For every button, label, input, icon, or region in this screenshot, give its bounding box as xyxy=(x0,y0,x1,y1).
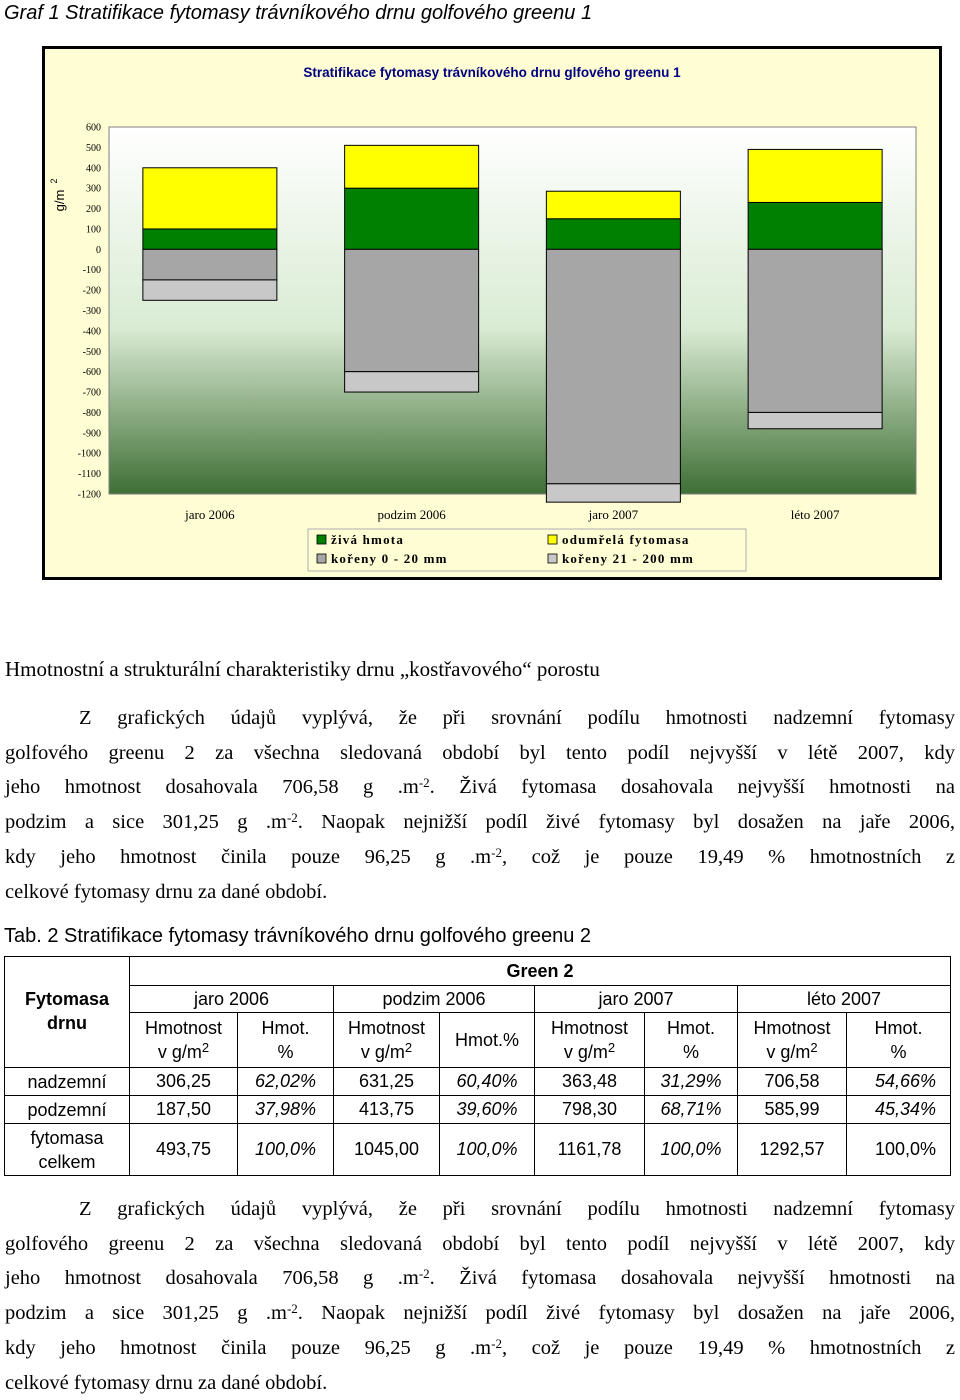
legend-label: živá hmota xyxy=(331,532,405,547)
y-tick-label: 0 xyxy=(96,244,101,256)
percent-subheader xyxy=(645,1013,738,1068)
chart-title: Stratifikace fytomasy trávníkového drnu glfového greenu 1 xyxy=(303,65,681,80)
mass-cell: 631,25 xyxy=(334,1068,440,1096)
superscript: -2 xyxy=(286,1301,298,1317)
legend-label: kořeny 0 - 20 mm xyxy=(331,551,448,566)
paragraph-line xyxy=(5,1227,955,1262)
bar-segment xyxy=(345,372,479,392)
paragraph-text: jeho hmotnost dosahovala 706,58 g .m xyxy=(5,1267,419,1290)
mass-unit: v g/m xyxy=(563,1042,608,1062)
mass-cell: 1161,78 xyxy=(535,1124,645,1176)
bar-segment xyxy=(345,188,479,249)
percent-cell: 60,40% xyxy=(440,1068,535,1096)
paragraph-line xyxy=(5,1296,955,1331)
paragraph-text: golfového greenu 2 za všechna sledovaná období byl tento podíl nejvyšší v létě 2007, kdy xyxy=(5,1232,955,1255)
period-header: podzim 2006 xyxy=(334,986,535,1013)
mass-cell: 306,25 xyxy=(130,1068,238,1096)
paragraph-text: kdy jeho hmotnost činila pouze 96,25 g .m xyxy=(5,1336,492,1359)
table-row xyxy=(5,1096,951,1124)
y-tick-label: 400 xyxy=(86,163,101,175)
percent-cell: 54,66% xyxy=(847,1068,951,1096)
paragraph-line xyxy=(5,1261,955,1296)
legend-swatch xyxy=(317,535,326,544)
y-tick-label: -300 xyxy=(82,306,101,317)
mass-subheader xyxy=(738,1013,847,1068)
paragraph-text: . Naopak nejnižší podíl živé fytomasy byl dosažen na jaře 2006, xyxy=(297,811,956,834)
unit-superscript: 2 xyxy=(810,1040,818,1055)
percent-subheader: Hmot.% xyxy=(440,1013,535,1068)
percent-cell: 100,0% xyxy=(847,1124,951,1176)
y-tick-label: -200 xyxy=(82,285,101,297)
x-category-label: léto 2007 xyxy=(790,507,840,522)
percent-cell: 100,0% xyxy=(238,1124,334,1176)
paragraph-text: jeho hmotnost dosahovala 706,58 g .m xyxy=(5,776,419,799)
mass-unit: v g/m xyxy=(157,1042,202,1062)
figure-caption: Graf 1 Stratifikace fytomasy trávníkového drnu golfového greenu 1 xyxy=(4,2,593,24)
period-header-row xyxy=(5,986,951,1013)
x-category-label: podzim 2006 xyxy=(377,507,446,522)
mass-cell: 187,50 xyxy=(130,1096,238,1124)
percent-cell: 39,60% xyxy=(440,1096,535,1124)
percent-subheader xyxy=(847,1013,951,1068)
y-tick-label: -900 xyxy=(82,428,101,440)
table-caption: Tab. 2 Stratifikace fytomasy trávníkového drnu golfového greenu 2 xyxy=(4,925,592,947)
paragraph-line xyxy=(5,805,955,840)
y-tick-label: 100 xyxy=(86,224,101,236)
y-tick-label: -1100 xyxy=(78,469,101,481)
y-tick-label: -1200 xyxy=(77,489,101,501)
y-axis-label: g/m xyxy=(52,189,67,212)
bar-segment xyxy=(345,145,479,188)
paragraph-text: celkové fytomasy drnu za dané období. xyxy=(5,880,328,903)
paragraph-line xyxy=(5,840,955,875)
y-tick-label: -400 xyxy=(82,326,101,338)
mass-unit: v g/m xyxy=(360,1042,405,1062)
percent-cell: 100,0% xyxy=(645,1124,738,1176)
mass-subheader xyxy=(130,1013,238,1068)
mass-unit: v g/m xyxy=(766,1042,811,1062)
mass-label: Hmotnost xyxy=(550,1018,629,1038)
row-label: fytomasa celkem xyxy=(5,1124,130,1176)
paragraph-text: . Naopak nejnižší podíl živé fytomasy byl dosažen na jaře 2006, xyxy=(297,1302,956,1325)
bar-segment xyxy=(143,168,277,229)
superscript: -2 xyxy=(491,844,502,860)
mass-label: Hmotnost xyxy=(753,1018,831,1038)
mass-subheader xyxy=(535,1013,645,1068)
percent-label: Hmot. xyxy=(666,1018,715,1038)
paragraph-text: podzim a sice 301,25 g .m xyxy=(5,1302,287,1325)
table-group-header: Green 2 xyxy=(130,957,951,986)
superscript: -2 xyxy=(418,775,430,791)
mass-label: Hmotnost xyxy=(144,1018,223,1038)
period-header: jaro 2007 xyxy=(535,986,738,1013)
mass-subheader xyxy=(334,1013,440,1068)
mass-cell: 585,99 xyxy=(738,1096,847,1124)
paragraph-text: Z grafických údajů vyplývá, že při srovnání podílu hmotnosti nadzemní fytomasy xyxy=(79,1198,955,1220)
percent-cell: 37,98% xyxy=(238,1096,334,1124)
y-tick-label: -700 xyxy=(82,387,101,399)
bar-segment xyxy=(546,191,680,219)
paragraph-text: golfového greenu 2 za všechna sledovaná období byl tento podíl nejvyšší v létě 2007, kdy xyxy=(5,741,955,764)
paragraph-text: . Živá fytomasa dosahovala nejvyšší hmotnosti na xyxy=(429,776,956,799)
y-tick-label: -1000 xyxy=(77,448,101,460)
period-header: léto 2007 xyxy=(738,986,951,1013)
x-category-label: jaro 2007 xyxy=(588,507,639,522)
y-tick-label: 200 xyxy=(86,204,101,216)
stratification-table xyxy=(4,956,951,1176)
body-paragraph-1 xyxy=(5,701,955,909)
legend-swatch xyxy=(548,535,557,544)
y-tick-label: -800 xyxy=(82,407,101,419)
percent-cell: 68,71% xyxy=(645,1096,738,1124)
unit-superscript: 2 xyxy=(201,1040,210,1055)
unit-superscript: 2 xyxy=(404,1040,413,1055)
table-row xyxy=(5,1068,951,1096)
legend-label: odumřelá fytomasa xyxy=(562,532,690,547)
paragraph-line xyxy=(5,1366,955,1400)
percent-cell: 31,29% xyxy=(645,1068,738,1096)
unit-superscript: 2 xyxy=(607,1040,616,1055)
superscript: -2 xyxy=(491,1335,502,1351)
paragraph-line xyxy=(5,701,955,736)
chart-plot xyxy=(45,49,939,577)
legend-label: kořeny 21 - 200 mm xyxy=(562,551,695,566)
body-paragraph-2 xyxy=(5,1192,955,1400)
percent-subheader xyxy=(238,1013,334,1068)
paragraph-text: celkové fytomasy drnu za dané období. xyxy=(5,1371,328,1394)
bar-segment xyxy=(143,229,277,249)
legend-swatch xyxy=(548,554,557,563)
mass-cell: 493,75 xyxy=(130,1124,238,1176)
paragraph-line xyxy=(5,1331,955,1366)
mass-cell: 1045,00 xyxy=(334,1124,440,1176)
bar-segment xyxy=(748,249,882,412)
paragraph-text: , což je pouze 19,49 % hmotnostních z xyxy=(501,1336,955,1359)
percent-unit: % xyxy=(277,1042,294,1062)
superscript: -2 xyxy=(418,1266,430,1282)
y-tick-label: 600 xyxy=(86,122,101,134)
bar-segment xyxy=(143,249,277,280)
bar-segment xyxy=(748,202,882,249)
paragraph-text: podzim a sice 301,25 g .m xyxy=(5,811,287,834)
percent-unit: % xyxy=(890,1042,907,1062)
bar-segment xyxy=(748,412,882,428)
paragraph-text: . Živá fytomasa dosahovala nejvyšší hmotnosti na xyxy=(429,1267,956,1290)
percent-label: Hmot. xyxy=(874,1018,923,1038)
paragraph-text: kdy jeho hmotnost činila pouze 96,25 g .m xyxy=(5,845,492,868)
mass-cell: 413,75 xyxy=(334,1096,440,1124)
bar-segment xyxy=(546,249,680,483)
x-category-label: jaro 2006 xyxy=(185,507,235,522)
table-row xyxy=(5,1124,951,1176)
percent-cell: 45,34% xyxy=(847,1096,951,1124)
paragraph-line xyxy=(5,875,955,910)
paragraph-text: Z grafických údajů vyplývá, že při srovnání podílu hmotnosti nadzemní fytomasy xyxy=(79,707,955,729)
y-axis-label-superscript: 2 xyxy=(49,178,59,184)
legend-swatch xyxy=(317,554,326,563)
percent-label: Hmot. xyxy=(261,1018,310,1038)
y-tick-label: -100 xyxy=(82,265,101,277)
bar-segment xyxy=(748,149,882,202)
chart-container xyxy=(42,46,942,580)
mass-cell: 706,58 xyxy=(738,1068,847,1096)
percent-cell: 100,0% xyxy=(440,1124,535,1176)
mass-cell: 363,48 xyxy=(535,1068,645,1096)
y-tick-label: 300 xyxy=(86,183,101,195)
section-heading: Hmotnostní a strukturální charakteristiky drnu „kostřavového“ porostu xyxy=(5,657,600,681)
mass-label: Hmotnost xyxy=(347,1018,426,1038)
paragraph-text: , což je pouze 19,49 % hmotnostních z xyxy=(501,845,955,868)
bar-segment xyxy=(546,219,680,250)
mass-cell: 1292,57 xyxy=(738,1124,847,1176)
bar-segment xyxy=(345,249,479,371)
paragraph-line xyxy=(5,736,955,771)
bar-segment xyxy=(143,280,277,300)
mass-cell: 798,30 xyxy=(535,1096,645,1124)
bar-segment xyxy=(546,484,680,502)
paragraph-line xyxy=(5,1192,955,1227)
subheader-row xyxy=(5,1013,951,1068)
paragraph-line xyxy=(5,770,955,805)
row-label: nadzemní xyxy=(5,1068,130,1096)
table-corner-header: Fytomasa drnu xyxy=(5,957,130,1068)
percent-unit: % xyxy=(682,1042,699,1062)
y-tick-label: -500 xyxy=(82,346,101,358)
percent-cell: 62,02% xyxy=(238,1068,334,1096)
row-label: podzemní xyxy=(5,1096,130,1124)
period-header: jaro 2006 xyxy=(130,986,334,1013)
y-tick-label: 500 xyxy=(86,142,101,154)
superscript: -2 xyxy=(286,810,298,826)
y-tick-label: -600 xyxy=(82,367,101,379)
